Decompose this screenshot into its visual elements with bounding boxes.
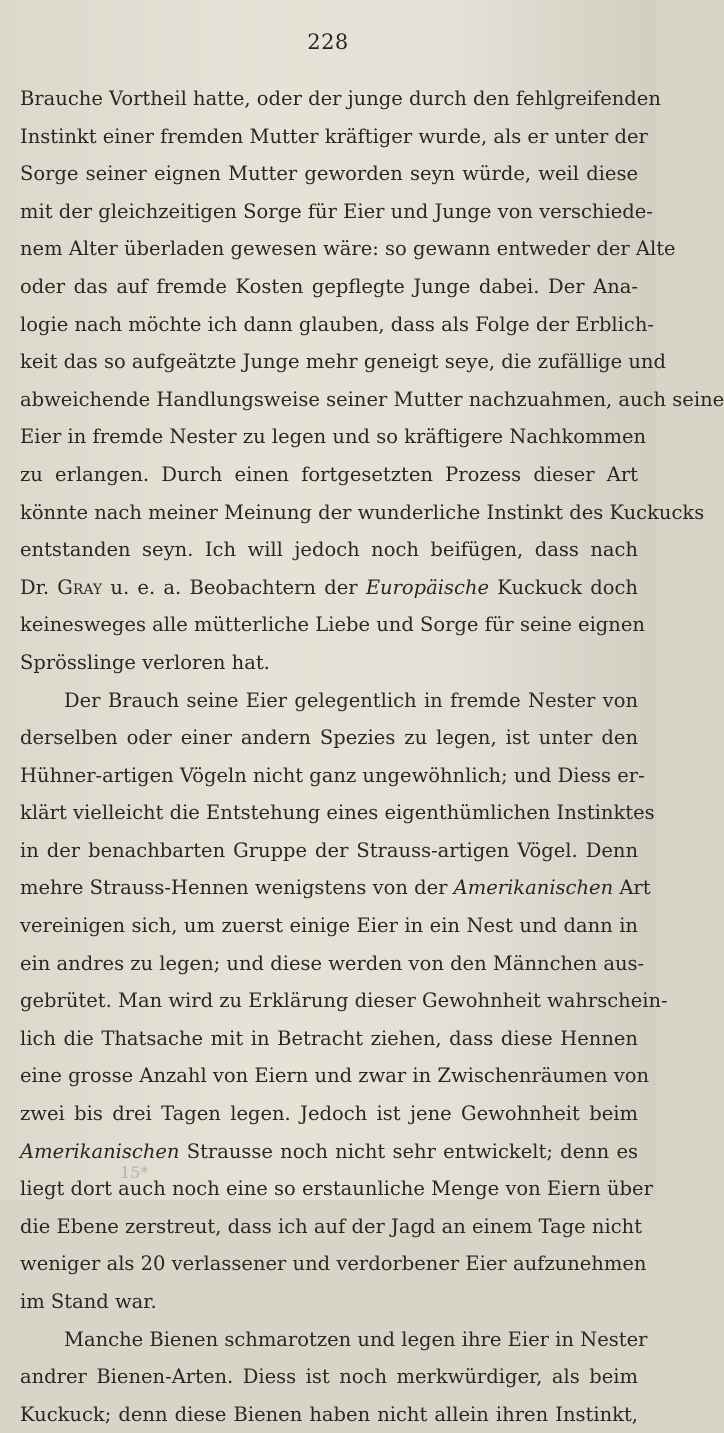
text-segment: ein andres zu legen; und diese werden von den Männchen aus- — [20, 951, 645, 975]
text-segment: keinesweges alle mütterliche Liebe und Sorge für seine eignen — [20, 613, 645, 637]
text-segment: mit der gleichzeitigen Sorge für Eier und Junge von verschiede- — [20, 199, 653, 223]
text-segment: Art — [613, 876, 651, 900]
text-segment: vereinigen sich, um zuerst einige Eier in ein Nest und dann in — [20, 914, 638, 938]
text-line — [20, 1057, 650, 1095]
text-segment: Strausse noch nicht sehr entwickelt; denn es — [179, 1139, 638, 1163]
text-line — [20, 832, 638, 870]
text-line — [20, 80, 661, 118]
text-segment: Dr. — [20, 575, 58, 599]
text-segment: mehre Strauss-Hennen wenigstens von der — [20, 876, 454, 900]
italic-text: Amerikanischen — [20, 1139, 180, 1163]
small-caps-name: Gray — [57, 575, 103, 599]
text-line — [20, 418, 647, 456]
text-segment: entstanden seyn. Ich will jedoch noch beifügen, dass nach — [20, 538, 638, 562]
text-line — [20, 1095, 638, 1133]
text-segment: gebrütet. Man wird zu Erklärung dieser Gewohnheit wahrschein- — [20, 989, 668, 1013]
text-segment: könnte nach meiner Meinung der wunderliche Instinkt des Kuckucks — [20, 500, 705, 524]
text-segment: Kuckuck doch — [489, 575, 638, 599]
text-line — [20, 155, 638, 193]
text-segment: logie nach möchte ich dann glauben, dass als Folge der Erblich- — [20, 312, 654, 336]
text-segment: zwei bis drei Tagen legen. Jedoch ist jene Gewohnheit beim — [20, 1102, 638, 1126]
text-segment: Manche Bienen schmarotzen und legen ihre Eier in Nester — [64, 1327, 648, 1351]
text-segment: Der Brauch seine Eier gelegentlich in fremde Nester von — [64, 688, 638, 712]
italic-text: Amerikanischen — [453, 876, 614, 900]
text-line — [20, 869, 651, 907]
text-segment: u. e. a. Beobachtern der — [102, 575, 366, 599]
text-line — [20, 794, 655, 832]
text-line — [20, 1208, 643, 1246]
text-segment: weniger als 20 verlassener und verdorbener Eier aufzunehmen — [20, 1252, 647, 1276]
text-segment: keit das so aufgeätzte Junge mehr geneigt seye, die zufällige und — [20, 350, 666, 374]
text-line — [20, 644, 638, 682]
text-segment: Hühner-artigen Vögeln nicht ganz ungewöhnlich; und Diess er- — [20, 763, 645, 787]
text-segment: Sprösslinge verloren hat. — [20, 650, 270, 674]
text-segment: derselben oder einer andern Spezies zu legen, ist unter den — [20, 726, 638, 750]
text-line — [20, 381, 724, 419]
text-line — [20, 1283, 638, 1321]
text-segment: andrer Bienen-Arten. Diess ist noch merkwürdiger, als beim — [20, 1365, 638, 1389]
text-segment: Kuckuck; denn diese Bienen haben nicht allein ihren Instinkt, — [20, 1402, 638, 1426]
text-segment: in der benachbarten Gruppe der Strauss-artigen Vögel. Denn — [20, 838, 638, 862]
page-number: 228 — [307, 30, 349, 54]
text-segment: abweichende Handlungsweise seiner Mutter nachzuahmen, auch seine — [20, 387, 724, 411]
text-line — [20, 945, 645, 983]
text-segment: Eier in fremde Nester zu legen und so kräftigere Nachkommen — [20, 425, 647, 449]
signature-mark: 15* — [120, 1163, 149, 1182]
text-line — [20, 118, 648, 156]
text-line — [20, 907, 638, 945]
text-line — [20, 306, 654, 344]
text-segment: die Ebene zerstreut, dass ich auf der Jagd an einem Tage nicht — [20, 1214, 643, 1238]
text-line — [20, 719, 638, 757]
body-text — [20, 80, 724, 1433]
text-line — [20, 230, 676, 268]
text-line — [20, 193, 653, 231]
text-segment: im Stand war. — [20, 1290, 157, 1313]
text-line — [20, 1020, 638, 1058]
text-segment: klärt vielleicht die Entstehung eines eigenthümlichen Instinktes — [20, 801, 655, 825]
text-line — [20, 569, 638, 607]
text-line — [20, 606, 645, 644]
text-segment: zu erlangen. Durch einen fortgesetzten Prozess dieser Art — [20, 462, 638, 486]
text-segment: nem Alter überladen gewesen wäre: so gewann entweder der Alte — [20, 237, 676, 261]
text-line — [20, 1245, 647, 1283]
text-line — [20, 494, 705, 532]
text-line — [20, 456, 638, 494]
text-segment: Brauche Vortheil hatte, oder der junge durch den fehlgreifenden — [20, 87, 661, 110]
text-segment: lich die Thatsache mit in Betracht ziehen, dass diese Hennen — [20, 1026, 638, 1050]
text-segment: oder das auf fremde Kosten gepflegte Junge dabei. Der Ana- — [20, 274, 638, 298]
text-line — [20, 1321, 648, 1359]
text-line — [20, 268, 638, 306]
text-line — [20, 682, 638, 720]
text-line — [20, 982, 668, 1020]
text-line — [20, 1358, 638, 1396]
text-segment: Instinkt einer fremden Mutter kräftiger wurde, als er unter der — [20, 124, 648, 148]
text-line — [20, 531, 638, 569]
text-segment: eine grosse Anzahl von Eiern und zwar in Zwischenräumen von — [20, 1064, 650, 1088]
text-segment: Sorge seiner eignen Mutter geworden seyn würde, weil diese — [20, 162, 638, 186]
text-line — [20, 757, 645, 795]
italic-text: Europäische — [365, 575, 490, 599]
text-line — [20, 1396, 638, 1433]
text-line — [20, 1170, 653, 1208]
text-line — [20, 343, 666, 381]
text-segment: liegt dort auch noch eine so erstaunliche Menge von Eiern über — [20, 1177, 653, 1201]
text-line — [20, 1133, 638, 1171]
